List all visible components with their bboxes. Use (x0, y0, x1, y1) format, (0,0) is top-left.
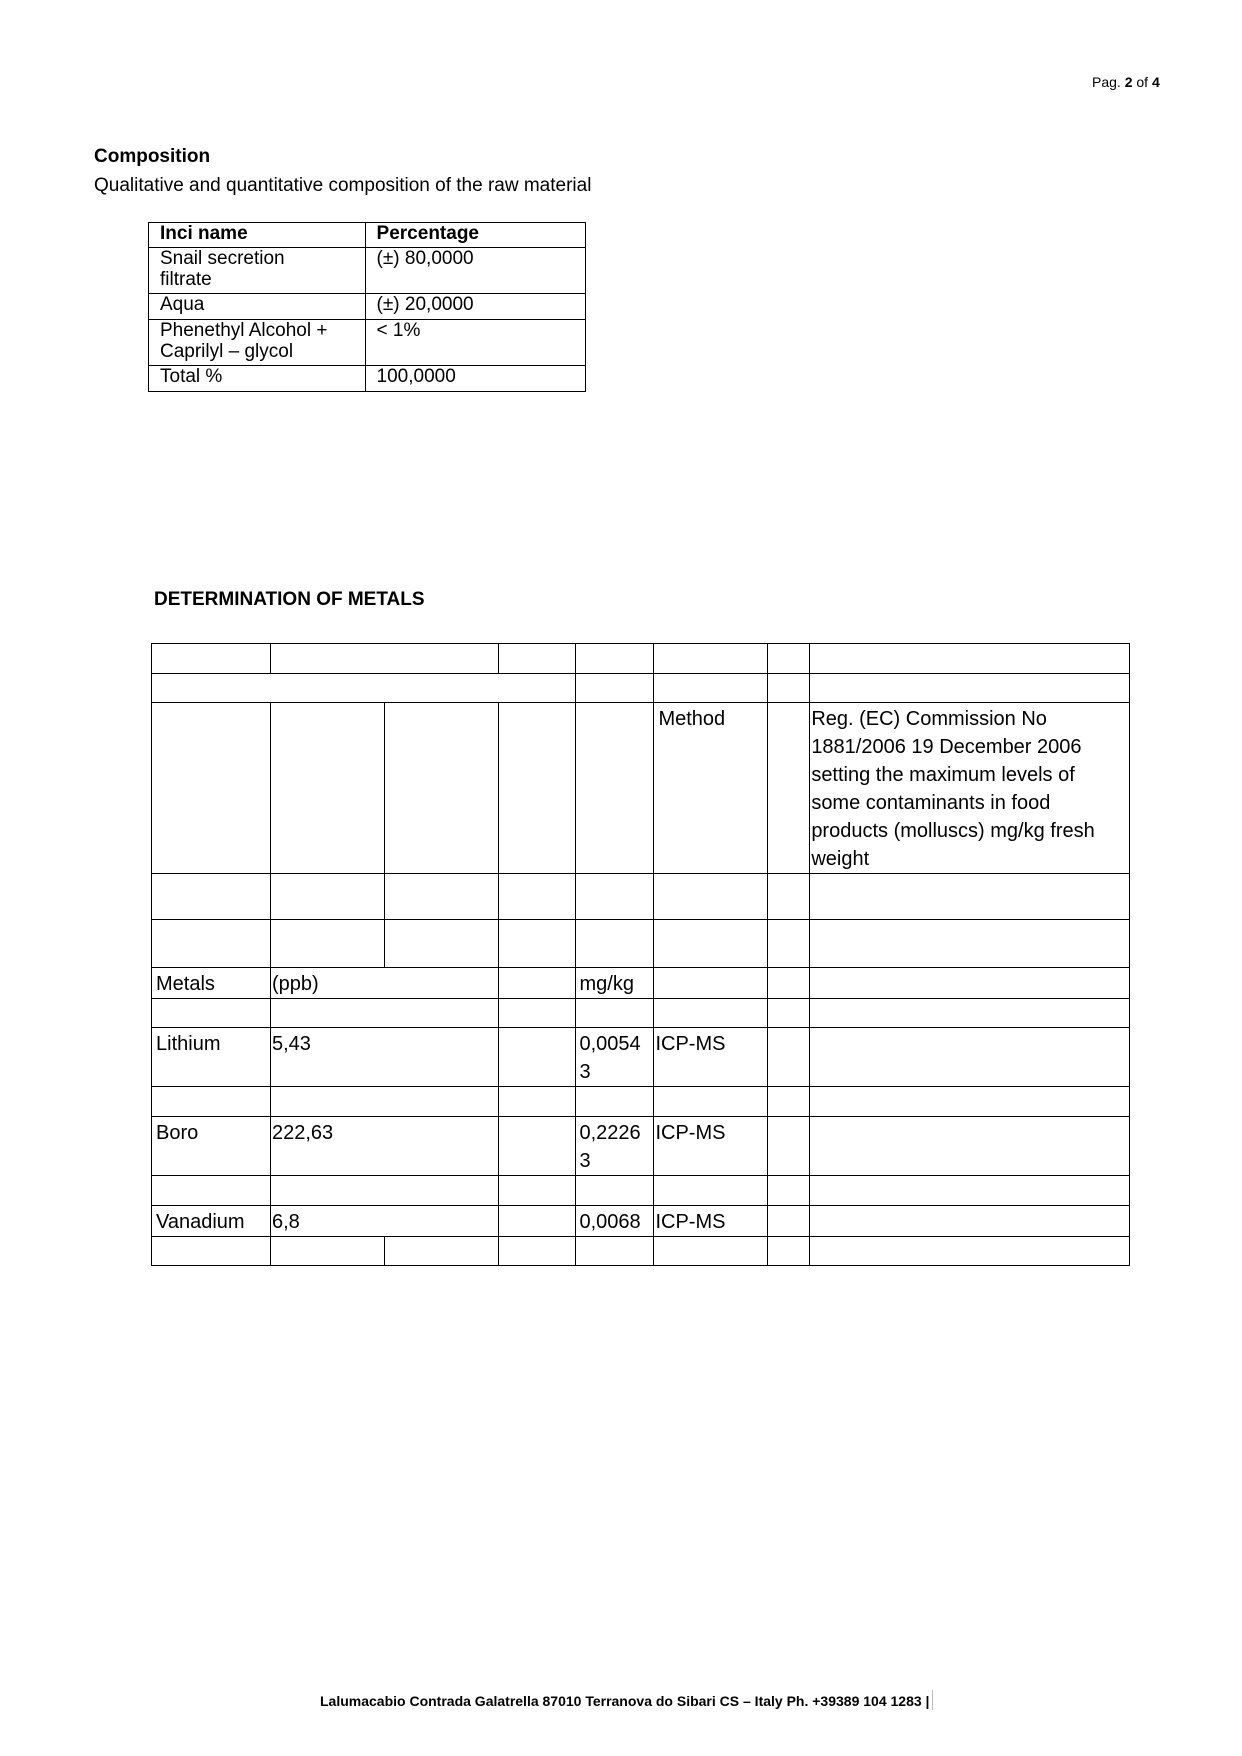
composition-row (149, 366, 586, 392)
table-row (152, 703, 1130, 874)
metals-header-row (152, 968, 1130, 999)
regulation-reference: Reg. (EC) Commission No 1881/2006 19 December 2006 setting the maximum levels of some contaminants in food products (molluscs) mg/kg fresh weight (810, 703, 1130, 874)
inci-name: Aqua (149, 294, 366, 320)
table-row (152, 644, 1130, 674)
metal-row (152, 1206, 1130, 1237)
method-value: ICP-MS (654, 1206, 768, 1237)
inci-name: Total % (149, 366, 366, 392)
metals-title: DETERMINATION OF METALS (154, 589, 425, 610)
percentage: (±) 80,0000 (365, 248, 585, 294)
ppb-value: 6,8 (270, 1206, 498, 1237)
metal-name: Vanadium (152, 1206, 271, 1237)
inci-name: Phenethyl Alcohol + Caprilyl – glycol (149, 320, 366, 366)
page-number: Pag. 2 of 4 (1092, 74, 1160, 90)
method-value: ICP-MS (654, 1117, 768, 1176)
metal-row (152, 1028, 1130, 1087)
percentage: (±) 20,0000 (365, 294, 585, 320)
composition-row (149, 294, 586, 320)
footer-divider (932, 1690, 933, 1710)
ppb-header: (ppb) (270, 968, 498, 999)
table-row (152, 920, 1130, 968)
composition-title: Composition (94, 146, 211, 167)
inci-name: Snail secretion filtrate (149, 248, 366, 294)
table-row (152, 1176, 1130, 1206)
table-row (152, 1087, 1130, 1117)
composition-table (148, 222, 586, 392)
mgkg-value: 0,2226 3 (575, 1117, 654, 1176)
table-row (152, 999, 1130, 1028)
mgkg-value: 0,0054 3 (575, 1028, 654, 1087)
metal-row (152, 1117, 1130, 1176)
percentage: < 1% (365, 320, 585, 366)
metals-header: Metals (152, 968, 271, 999)
composition-row (149, 248, 586, 294)
composition-header-row (149, 223, 586, 248)
method-value: ICP-MS (654, 1028, 768, 1087)
composition-subtitle: Qualitative and quantitative composition of the raw material (94, 175, 592, 196)
percentage-header: Percentage (365, 223, 585, 248)
percentage: 100,0000 (365, 366, 585, 392)
ppb-value: 5,43 (270, 1028, 498, 1087)
ppb-value: 222,63 (270, 1117, 498, 1176)
table-row (152, 1237, 1130, 1266)
footer (320, 1690, 933, 1710)
metal-name: Boro (152, 1117, 271, 1176)
inci-name-header: Inci name (149, 223, 366, 248)
method-label: Method (654, 703, 768, 874)
metals-table (151, 643, 1130, 1266)
composition-row (149, 320, 586, 366)
mgkg-header: mg/kg (575, 968, 654, 999)
footer-text: Lalumacabio Contrada Galatrella 87010 Terranova do Sibari CS – Italy Ph. +39389 104 1283 (320, 1693, 922, 1709)
table-row (152, 874, 1130, 920)
metal-name: Lithium (152, 1028, 271, 1087)
mgkg-value: 0,0068 (575, 1206, 654, 1237)
footer-bar: | (925, 1693, 930, 1709)
table-row (152, 674, 1130, 703)
